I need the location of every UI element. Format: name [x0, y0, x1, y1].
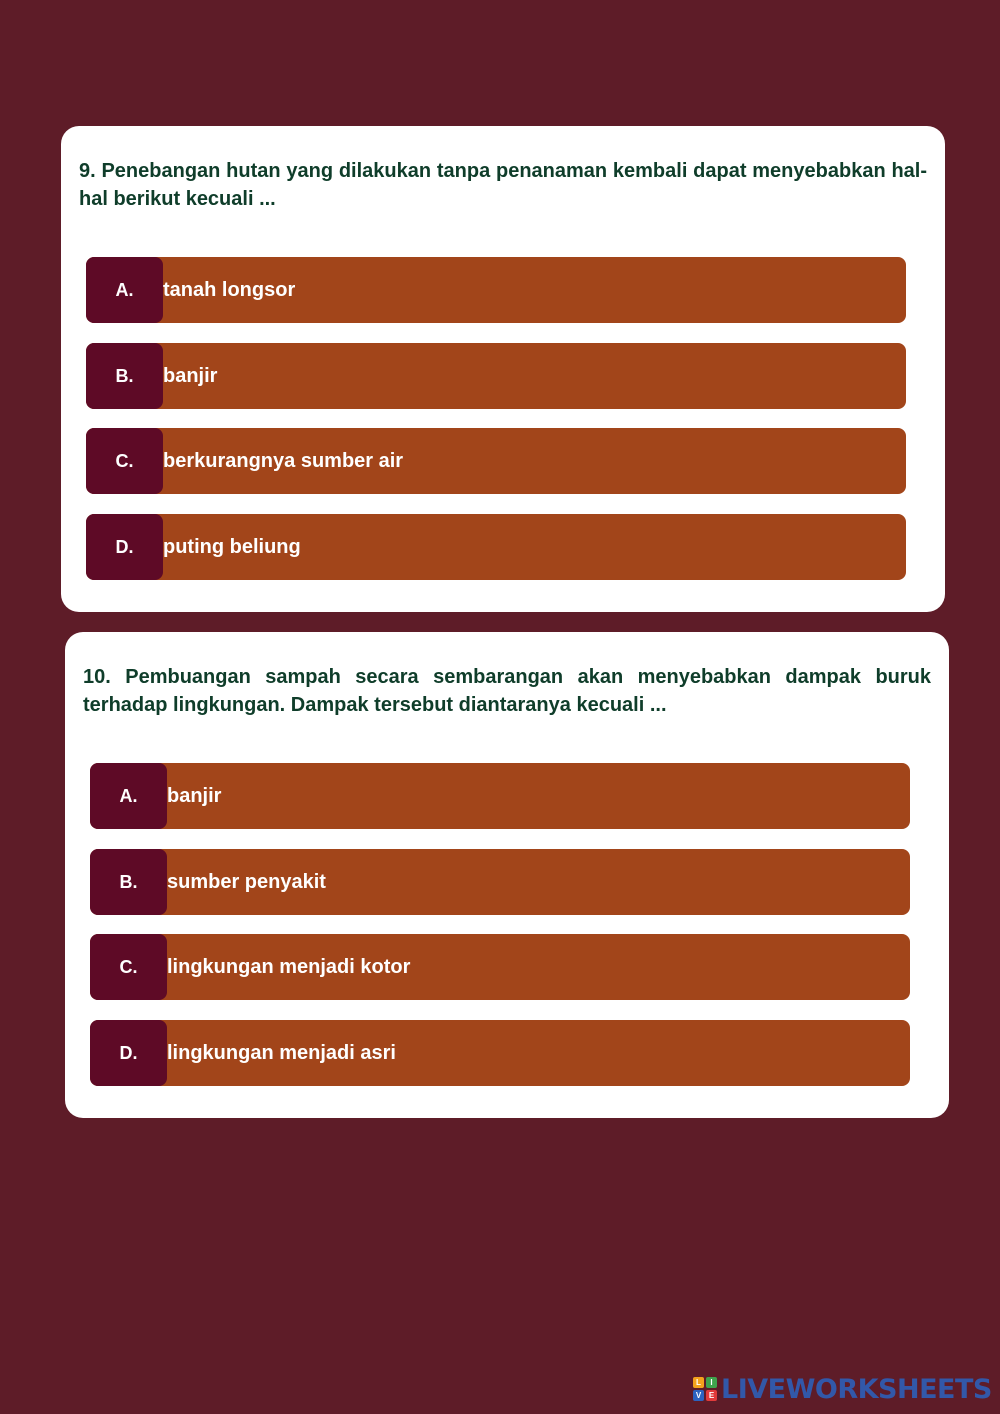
answer-option-b[interactable]	[90, 849, 910, 915]
option-letter: C.	[119, 956, 138, 977]
option-letter: D.	[115, 536, 134, 557]
option-text: banjir	[167, 785, 222, 807]
answer-option-b[interactable]	[86, 343, 906, 409]
option-text: sumber penyakit	[167, 871, 326, 893]
option-letter-box	[86, 428, 163, 494]
option-letter-box	[90, 1020, 167, 1086]
option-letter-box	[86, 257, 163, 323]
option-letter-box	[86, 514, 163, 580]
answer-option-d[interactable]	[86, 514, 906, 580]
option-letter: A.	[115, 279, 134, 300]
option-text: lingkungan menjadi kotor	[167, 956, 411, 978]
option-letter: B.	[119, 871, 138, 892]
option-letter: A.	[119, 785, 138, 806]
liveworksheets-watermark	[693, 1374, 992, 1404]
question-card-10	[65, 632, 949, 1118]
option-text: tanah longsor	[163, 279, 296, 301]
question-text: 10. Pembuangan sampah secara sembarangan akan menyebabkan dampak buruk terhadap lingkungan. Dampak tersebut diantaranya kecuali ...	[83, 666, 931, 716]
answer-option-a[interactable]	[90, 763, 910, 829]
answer-option-a[interactable]	[86, 257, 906, 323]
option-text: lingkungan menjadi asri	[167, 1042, 396, 1064]
option-text: puting beliung	[163, 536, 301, 558]
option-letter-box	[90, 849, 167, 915]
logo-letter: L	[693, 1377, 704, 1388]
option-letter-box	[90, 934, 167, 1000]
answer-option-c[interactable]	[90, 934, 910, 1000]
liveworksheets-logo-icon	[693, 1377, 717, 1401]
option-letter: B.	[115, 365, 134, 386]
option-letter-box	[90, 763, 167, 829]
option-letter-box	[86, 343, 163, 409]
option-text: berkurangnya sumber air	[163, 450, 404, 472]
question-text: 9. Penebangan hutan yang dilakukan tanpa penanaman kembali dapat menyebabkan hal-hal berikut kecuali ...	[79, 160, 927, 210]
watermark-text: LIVEWORKSHEETS	[721, 1373, 992, 1405]
logo-letter: E	[706, 1390, 717, 1401]
answer-option-c[interactable]	[86, 428, 906, 494]
option-letter: D.	[119, 1042, 138, 1063]
option-text: banjir	[163, 365, 218, 387]
option-letter: C.	[115, 450, 134, 471]
answer-option-d[interactable]	[90, 1020, 910, 1086]
question-card-9	[61, 126, 945, 612]
logo-letter: I	[706, 1377, 717, 1388]
logo-letter: V	[693, 1390, 704, 1401]
